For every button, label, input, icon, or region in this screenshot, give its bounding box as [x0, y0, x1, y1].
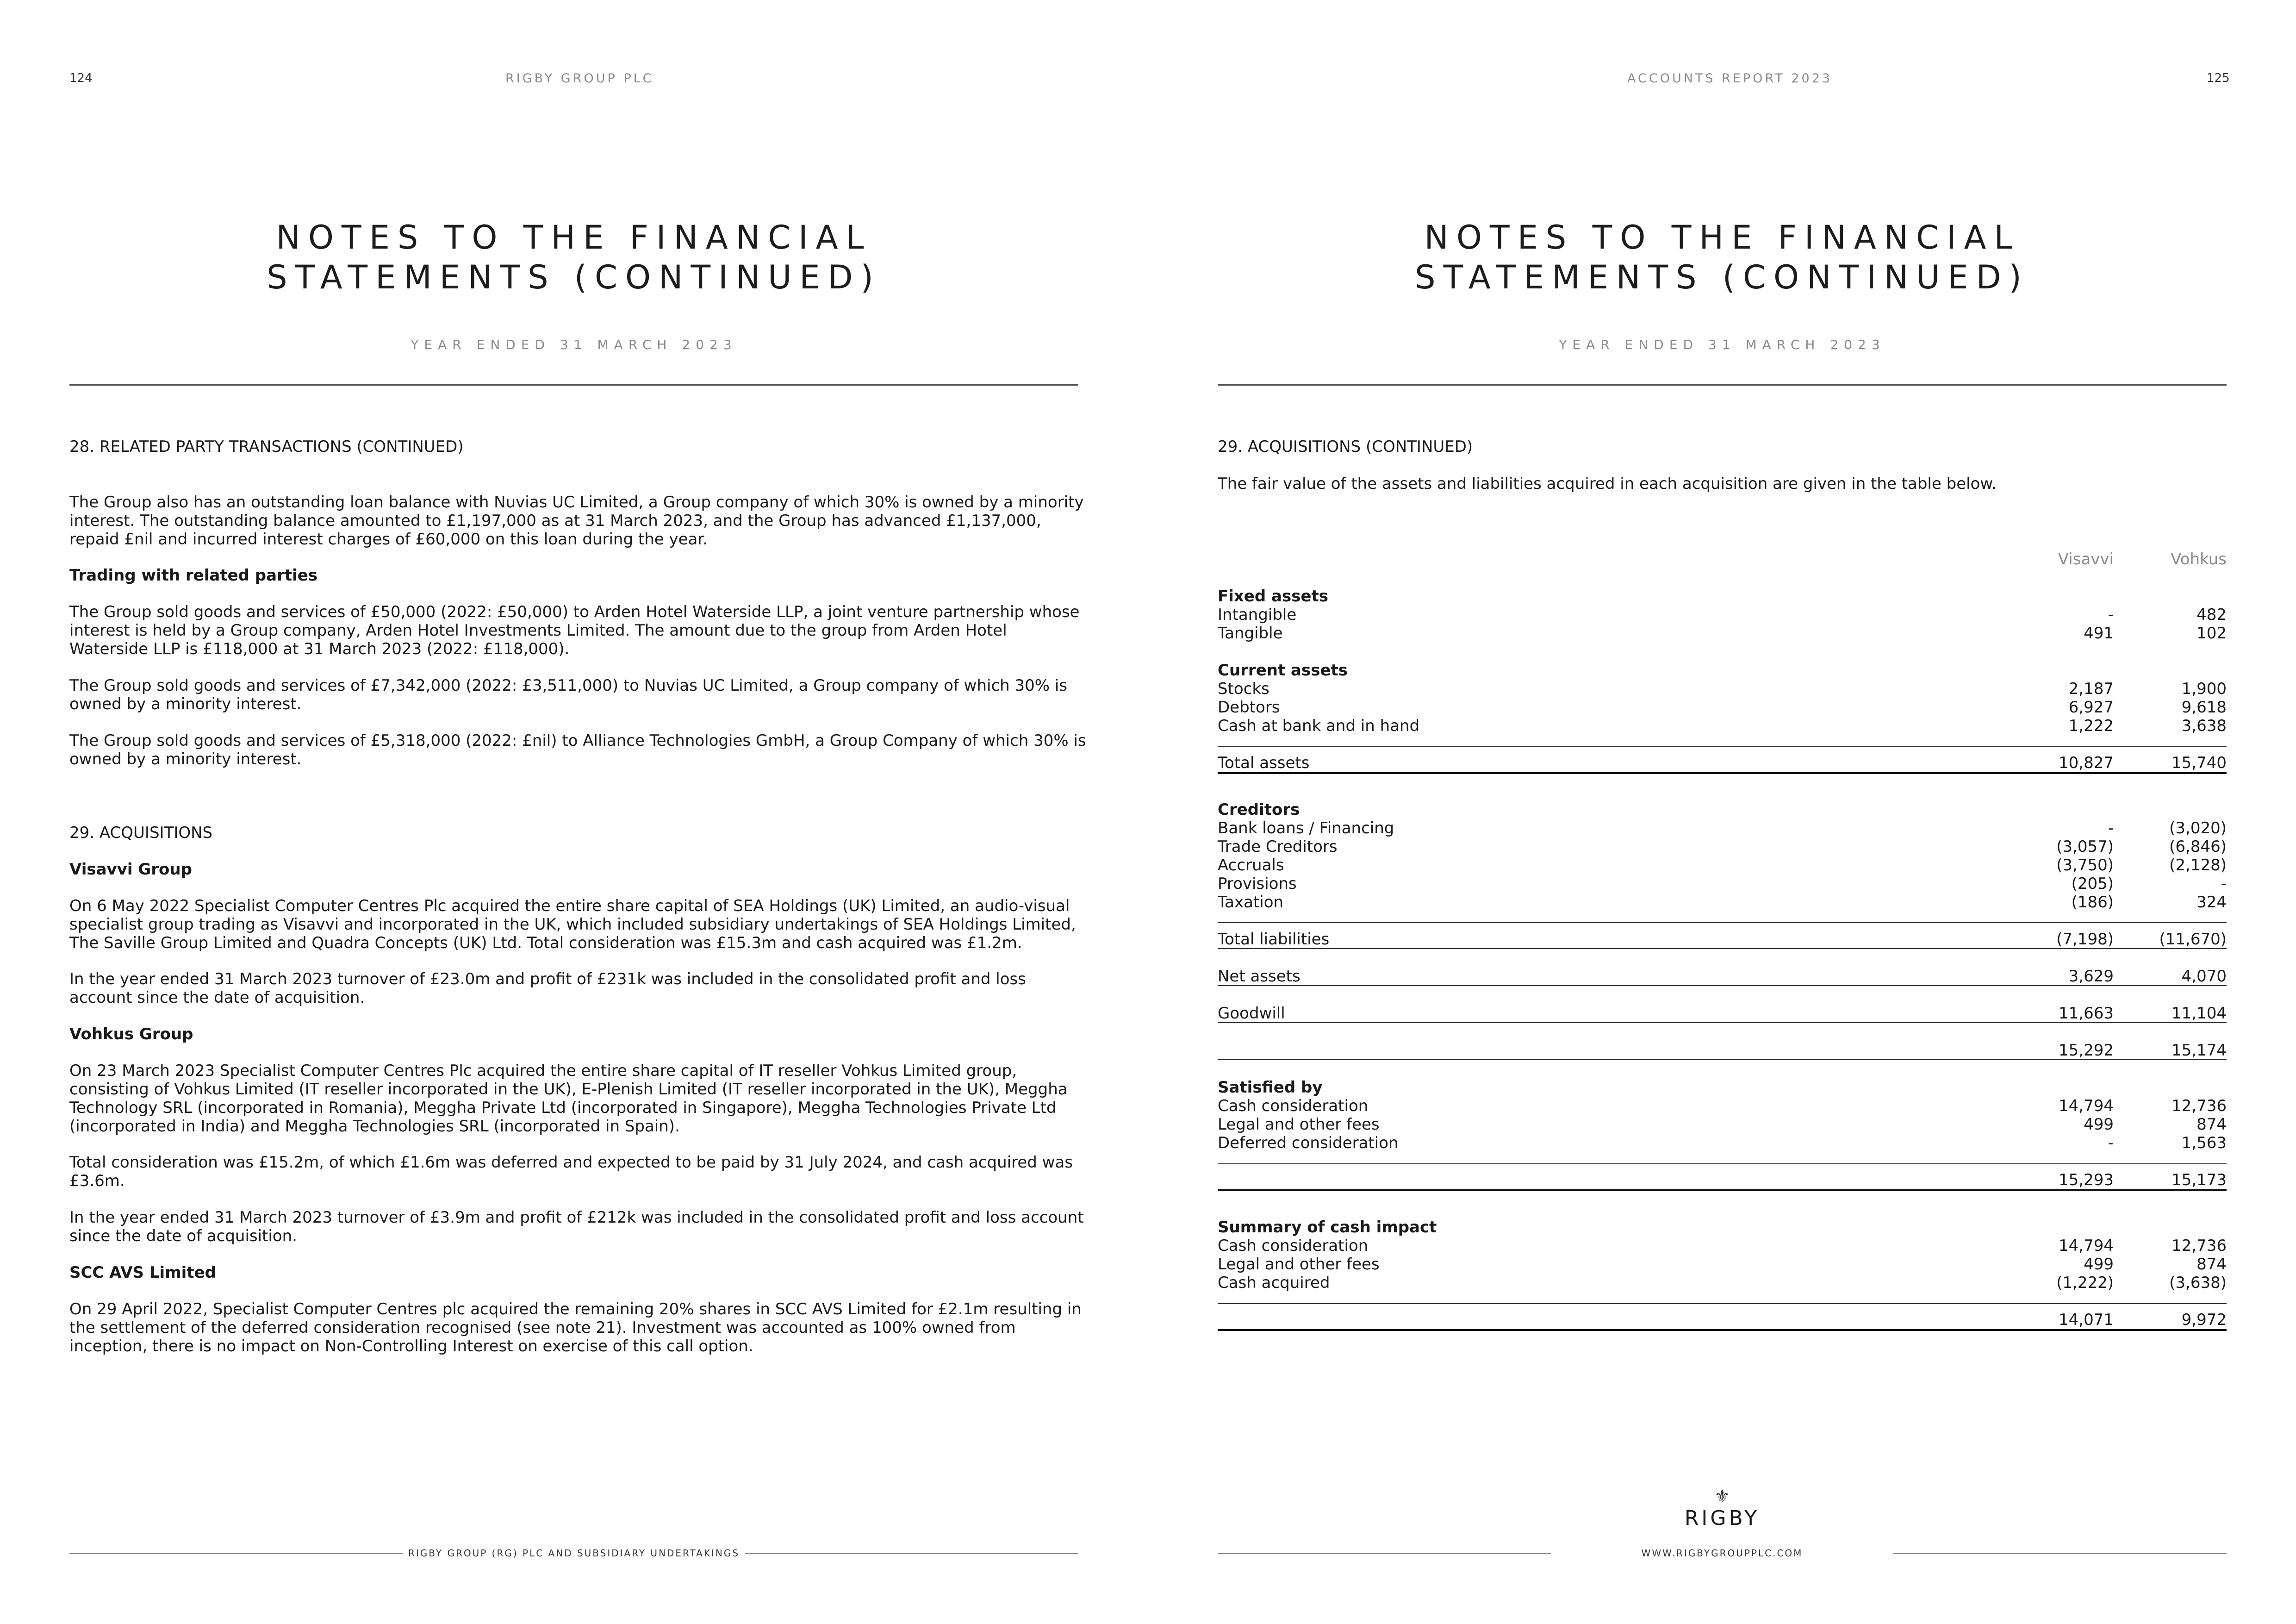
vohkus-value: 4,070 [2181, 967, 2227, 986]
scc-heading [69, 1263, 1088, 1282]
table-row [1218, 1004, 2227, 1023]
table-section-heading [1218, 587, 2227, 606]
row-label: Current assets [1218, 661, 1348, 680]
row-label: Stocks [1218, 680, 1269, 698]
vohkus-value: 874 [2196, 1255, 2227, 1274]
vohkus-value: 12,736 [2172, 1237, 2227, 1255]
row-label: Satisfied by [1218, 1078, 1323, 1097]
table-row [1218, 1041, 2227, 1060]
paragraph: In the year ended 31 March 2023 turnover of £3.9m and profit of £212k was included in the consolidated profit and loss account since the date of acquisition. [69, 1208, 1084, 1245]
subheading: Visavvi Group [69, 860, 192, 879]
vohkus-value: 9,972 [2181, 1311, 2227, 1329]
row-label: Cash consideration [1218, 1237, 1369, 1255]
table-row [1218, 1097, 2227, 1115]
visavvi-value: 14,794 [2059, 1237, 2114, 1255]
vohkus-value: (11,670) [2159, 930, 2227, 949]
row-label: Summary of cash impact [1218, 1218, 1437, 1237]
page-number: 124 [69, 71, 93, 85]
vohkus-value: 11,104 [2172, 1004, 2227, 1023]
running-head: ACCOUNTS REPORT 2023 [1627, 71, 1833, 86]
row-label: Creditors [1218, 800, 1300, 819]
visavvi-value: 491 [2084, 624, 2114, 643]
row-label: Cash consideration [1218, 1097, 1369, 1115]
paragraph: In the year ended 31 March 2023 turnover of £23.0m and profit of £231k was included in the consolidated profit and loss account since the date of acquisition. [69, 970, 1026, 1007]
table-rule [1218, 1163, 2227, 1164]
visavvi-value: 2,187 [2068, 680, 2114, 698]
running-head: RIGBY GROUP PLC [505, 71, 654, 86]
row-label: Fixed assets [1218, 587, 1329, 606]
crest-icon: ⚜ [1714, 1486, 1730, 1506]
visavvi-value: - [2108, 606, 2114, 624]
vohkus-value: 324 [2196, 893, 2227, 912]
visavvi-value: 499 [2084, 1115, 2114, 1134]
table-row [1218, 837, 2227, 856]
table-row [1218, 680, 2227, 698]
row-label: Accruals [1218, 856, 1284, 874]
table-row [1218, 1134, 2227, 1152]
table-row [1218, 1255, 2227, 1274]
trading-heading [69, 566, 1088, 585]
vohkus-value: 874 [2196, 1115, 2227, 1134]
visavvi-value: (7,198) [2056, 930, 2114, 949]
total-underline [1218, 1189, 2227, 1191]
row-label: Total assets [1218, 754, 1310, 772]
title-divider [1218, 384, 2227, 386]
table-section-heading [1218, 1218, 2227, 1237]
visavvi-value: - [2108, 819, 2114, 837]
visavvi-value: (186) [2071, 893, 2114, 912]
table-row [1218, 1311, 2227, 1329]
page-title [1218, 218, 2227, 297]
title-line-1: NOTES TO THE FINANCIAL [1424, 219, 2020, 256]
title-divider [69, 384, 1078, 386]
vohkus-value: 3,638 [2181, 717, 2227, 735]
row-label: Cash acquired [1218, 1274, 1330, 1292]
table-rule [1218, 1059, 2227, 1060]
visavvi-heading [69, 860, 1088, 879]
section28-paragraph [69, 493, 1088, 549]
table-row [1218, 1171, 2227, 1189]
visavvi-value: 15,293 [2059, 1171, 2114, 1189]
row-label: Tangible [1218, 624, 1283, 643]
vohkus-value: - [2221, 874, 2227, 893]
footer-text: WWW.RIGBYGROUPPLC.COM [1641, 1548, 1803, 1559]
row-label: Intangible [1218, 606, 1297, 624]
vohkus-paragraph-2 [69, 1153, 1088, 1190]
vohkus-value: 15,173 [2172, 1171, 2227, 1189]
table-rule [1218, 1303, 2227, 1304]
subheading: SCC AVS Limited [69, 1263, 216, 1282]
table-row [1218, 1274, 2227, 1292]
table-rule [1218, 1022, 2227, 1023]
section-heading: 28. RELATED PARTY TRANSACTIONS (CONTINUED) [69, 437, 464, 456]
vohkus-value: (3,020) [2169, 819, 2227, 837]
table-section-heading [1218, 800, 2227, 819]
visavvi-value: 11,663 [2059, 1004, 2114, 1023]
visavvi-value: (3,750) [2056, 856, 2114, 874]
vohkus-paragraph-1 [69, 1062, 1088, 1136]
row-label: Trade Creditors [1218, 837, 1338, 856]
vohkus-value: (3,638) [2169, 1274, 2227, 1292]
visavvi-value: (1,222) [2056, 1274, 2114, 1292]
vohkus-heading [69, 1025, 1088, 1043]
row-label: Cash at bank and in hand [1218, 717, 1420, 735]
vohkus-value: 9,618 [2181, 698, 2227, 717]
paragraph: The Group also has an outstanding loan balance with Nuvias UC Limited, a Group company of which 30% is owned by a minority interest. The outstanding balance amounted to £1,197,000 as at 31 March 2023, and the Group has advanced £1,137,000, repaid £nil and incurred interest charges of £60,000 on this loan during the year. [69, 493, 1084, 549]
visavvi-value: 14,794 [2059, 1097, 2114, 1115]
table-row [1218, 856, 2227, 874]
footer-rule-left [69, 1553, 403, 1554]
table-rule [1218, 922, 2227, 923]
vohkus-value: (2,128) [2169, 856, 2227, 874]
logo-wordmark: RIGBY [1684, 1506, 1760, 1530]
section-heading [1218, 437, 2227, 456]
visavvi-value: (205) [2071, 874, 2114, 893]
table-row [1218, 893, 2227, 912]
trading-paragraph-2 [69, 676, 1088, 713]
visavvi-paragraph-2 [69, 970, 1088, 1007]
footer-text: RIGBY GROUP (RG) PLC AND SUBSIDIARY UNDERTAKINGS [408, 1548, 740, 1559]
paragraph: On 29 April 2022, Specialist Computer Centres plc acquired the remaining 20% shares in SCC AVS Limited for £2.1m resulting in the settlement of the deferred consideration recognised (see note 21). Investment was accounted as 100% owned from inception, there is no impact on Non-Controlling Interest on exercise of this call option. [69, 1300, 1082, 1355]
visavvi-paragraph-1 [69, 897, 1088, 952]
vohkus-value: 15,174 [2172, 1041, 2227, 1060]
row-label: Net assets [1218, 967, 1300, 986]
paragraph: The Group sold goods and services of £7,342,000 (2022: £3,511,000) to Nuvias UC Limited, a Group company of which 30% is owned by a minority interest. [69, 676, 1068, 713]
vohkus-paragraph-3 [69, 1208, 1088, 1245]
total-underline [1218, 1329, 2227, 1331]
row-label: Legal and other fees [1218, 1255, 1380, 1274]
table-row [1218, 930, 2227, 949]
visavvi-value: - [2108, 1134, 2114, 1152]
table-row [1218, 819, 2227, 837]
section-heading: 29. ACQUISITIONS [69, 824, 213, 842]
footer-rule-left [1218, 1553, 1551, 1554]
title-line-2: STATEMENTS (CONTINUED) [267, 258, 881, 296]
row-label: Goodwill [1218, 1004, 1285, 1023]
subheading: Vohkus Group [69, 1025, 193, 1043]
visavvi-value: 14,071 [2059, 1311, 2114, 1329]
row-label: Legal and other fees [1218, 1115, 1380, 1134]
column-header-visavvi: Visavvi [2058, 550, 2114, 568]
visavvi-value: 3,629 [2068, 967, 2114, 986]
visavvi-value: (3,057) [2056, 837, 2114, 856]
paragraph: On 23 March 2023 Specialist Computer Centres Plc acquired the entire share capital of IT reseller Vohkus Limited group, consisting of Vohkus Limited (IT reseller incorporated in the UK), E-Plenish Limited (IT reseller incorporated in the UK), Meggha Technology SRL (incorporated in Romania), Meggha Private Ltd (incorporated in Singapore), Meggha Technologies Private Ltd (incorporated in India) and Meggha Technologies SRL (incorporated in Spain). [69, 1062, 1068, 1136]
paragraph: The Group sold goods and services of £50,000 (2022: £50,000) to Arden Hotel Waterside LLP, a joint venture partnership whose interest is held by a Group company, Arden Hotel Investments Limited. The amount due to the group from Arden Hotel Waterside LLP is £118,000 at 31 March 2023 (2022: £118,000). [69, 603, 1080, 658]
subheading: Trading with related parties [69, 566, 318, 585]
table-row [1218, 754, 2227, 772]
table-row [1218, 606, 2227, 624]
row-label: Bank loans / Financing [1218, 819, 1394, 837]
vohkus-value: 1,563 [2181, 1134, 2227, 1152]
section-heading-text: 29. ACQUISITIONS (CONTINUED) [1218, 437, 1473, 456]
paragraph: Total consideration was £15.2m, of which £1.6m was deferred and expected to be paid by 31 July 2024, and cash acquired was £3.6m. [69, 1153, 1073, 1190]
trading-paragraph-1 [69, 603, 1088, 658]
visavvi-value: 499 [2084, 1255, 2114, 1274]
table-rule [1218, 985, 2227, 986]
visavvi-value: 10,827 [2059, 754, 2114, 772]
paragraph: On 6 May 2022 Specialist Computer Centres Plc acquired the entire share capital of SEA Holdings (UK) Limited, an audio-visual specialist group trading as Visavvi and incorporated in the UK, which included subsidiary undertakings of SEA Holdings Limited, The Saville Group Limited and Quadra Concepts (UK) Ltd. Total consideration was £15.3m and cash acquired was £1.2m. [69, 897, 1076, 952]
page-number: 125 [2207, 71, 2230, 85]
row-label: Total liabilities [1218, 930, 1330, 949]
vohkus-value: 482 [2196, 606, 2227, 624]
table-rule [1218, 746, 2227, 747]
row-label: Deferred consideration [1218, 1134, 1399, 1152]
vohkus-value: 15,740 [2172, 754, 2227, 772]
vohkus-value: 12,736 [2172, 1097, 2227, 1115]
row-label: Taxation [1218, 893, 1284, 912]
column-header-vohkus: Vohkus [2171, 550, 2227, 568]
table-row [1218, 624, 2227, 643]
table-section-heading [1218, 661, 2227, 680]
table-intro [1218, 475, 2227, 493]
table-rule [1218, 948, 2227, 949]
page-subtitle: YEAR ENDED 31 MARCH 2023 [411, 337, 737, 352]
paragraph: The fair value of the assets and liabilities acquired in each acquisition are given in the table below. [1218, 475, 1997, 493]
visavvi-value: 15,292 [2059, 1041, 2114, 1060]
trading-paragraph-3 [69, 731, 1088, 768]
vohkus-value: (6,846) [2169, 837, 2227, 856]
vohkus-value: 102 [2196, 624, 2227, 643]
table-section-heading [1218, 1078, 2227, 1097]
section29-heading [69, 824, 1088, 842]
footer-rule-right [1893, 1553, 2227, 1554]
paragraph: The Group sold goods and services of £5,318,000 (2022: £nil) to Alliance Technologies GmbH, a Group Company of which 30% is owned by a minority interest. [69, 731, 1086, 768]
row-label: Provisions [1218, 874, 1297, 893]
page-subtitle: YEAR ENDED 31 MARCH 2023 [1559, 337, 1885, 352]
title-line-2: STATEMENTS (CONTINUED) [1415, 258, 2029, 296]
table-row [1218, 967, 2227, 986]
total-underline [1218, 772, 2227, 774]
row-label: Debtors [1218, 698, 1280, 717]
rigby-logo [1645, 1486, 1799, 1530]
table-row [1218, 698, 2227, 717]
section28-heading [69, 437, 1088, 456]
footer-rule-right [745, 1553, 1078, 1554]
visavvi-value: 1,222 [2068, 717, 2114, 735]
title-line-1: NOTES TO THE FINANCIAL [276, 219, 872, 256]
table-row [1218, 717, 2227, 735]
page-title [69, 218, 1078, 297]
vohkus-value: 1,900 [2181, 680, 2227, 698]
table-row [1218, 1237, 2227, 1255]
right-page [1148, 0, 2296, 1624]
table-row [1218, 874, 2227, 893]
table-row [1218, 1115, 2227, 1134]
visavvi-value: 6,927 [2068, 698, 2114, 717]
scc-paragraph [69, 1300, 1088, 1355]
